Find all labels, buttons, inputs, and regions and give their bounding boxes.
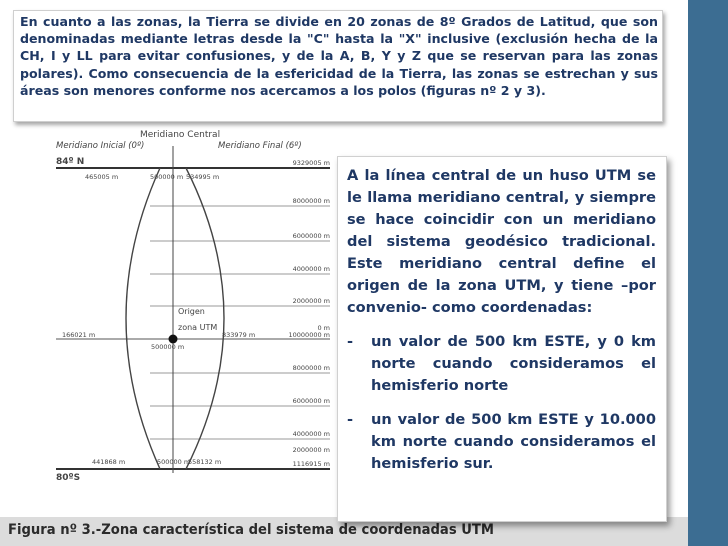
northing-label: 6000000 m (292, 232, 330, 240)
bottom-mid-easting: 500000 m (157, 458, 191, 466)
northing-label: 6000000 m (292, 397, 330, 405)
bullet-item (347, 409, 656, 475)
northing-label: 8000000 m (292, 364, 330, 372)
mid-left-easting: 166021 m (62, 331, 96, 339)
intro-text-box (13, 10, 663, 122)
mid-mid-easting: 500000 m (151, 343, 185, 351)
utm-zone-diagram (0, 128, 340, 518)
bullet-dash: - (347, 411, 354, 428)
bullet-text: un valor de 500 km ESTE y 10.000 km norte cuando consideramos el hemisferio sur. (371, 411, 656, 472)
northing-label: 8000000 m (292, 197, 330, 205)
figure-caption: Figura nº 3.-Zona característica del sistema de coordenadas UTM (8, 522, 494, 538)
zone-left-boundary (126, 168, 160, 469)
top-mid-easting: 500000 m (150, 173, 184, 181)
origin-label: Origen (178, 307, 205, 316)
northing-labels-south (289, 331, 330, 468)
bottom-right-easting: 558132 m (188, 458, 222, 466)
bullet-text: un valor de 500 km ESTE, y 0 km norte cuando consideramos el hemisferio norte (371, 333, 656, 394)
zone-label: zona UTM (178, 323, 218, 332)
northing-label: 4000000 m (292, 430, 330, 438)
utm-zone-figure (0, 128, 340, 546)
northing-label: 4000000 m (292, 265, 330, 273)
northing-label: 0 m (317, 324, 330, 332)
bullet-item (347, 331, 656, 397)
central-meridian-label: Meridiano Central (140, 130, 221, 140)
northing-label: 10000000 m (288, 331, 330, 339)
initial-meridian-label: Meridiano Inicial (0º) (56, 141, 145, 151)
explanation-paragraph: A la línea central de un huso UTM se le llama meridiano central, y siempre se hace coincidir con un meridiano del sistema geodésico tradicional. Este meridiano central define el origen de la zona UTM, y tiene –por convenio- como coordenadas: (347, 167, 656, 316)
explanation-box (337, 156, 667, 522)
zone-right-boundary (186, 168, 224, 469)
final-meridian-label: Meridiano Final (6º) (218, 141, 302, 151)
northing-label: 1116915 m (292, 460, 330, 468)
decorative-side-bar (688, 0, 728, 546)
intro-text: En cuanto a las zonas, la Tierra se divide en 20 zonas de 8º Grados de Latitud, que son denominadas mediante letras desde la "C" hasta la "X" inclusive (exclusión hecha de la CH, I y LL para evitar confusiones, y de la A, B, Y y Z que se reservan para las zonas polares). Como consecuencia de la esfericidad de la Tierra, las zonas se estrechan y sus áreas son menores conforme nos acercamos a los polos (figuras nº 2 y 3). (20, 14, 658, 98)
northing-label: 2000000 m (292, 297, 330, 305)
bottom-left-easting: 441868 m (92, 458, 126, 466)
northing-label: 2000000 m (292, 446, 330, 454)
latitude-top-label: 84º N (56, 157, 85, 167)
northing-label: 9329005 m (292, 159, 330, 167)
bullet-dash: - (347, 333, 354, 350)
top-right-easting: 534995 m (186, 173, 220, 181)
latitude-bottom-label: 80ºS (56, 473, 81, 483)
mid-right-easting: 833979 m (222, 331, 256, 339)
top-left-easting: 465005 m (85, 173, 119, 181)
